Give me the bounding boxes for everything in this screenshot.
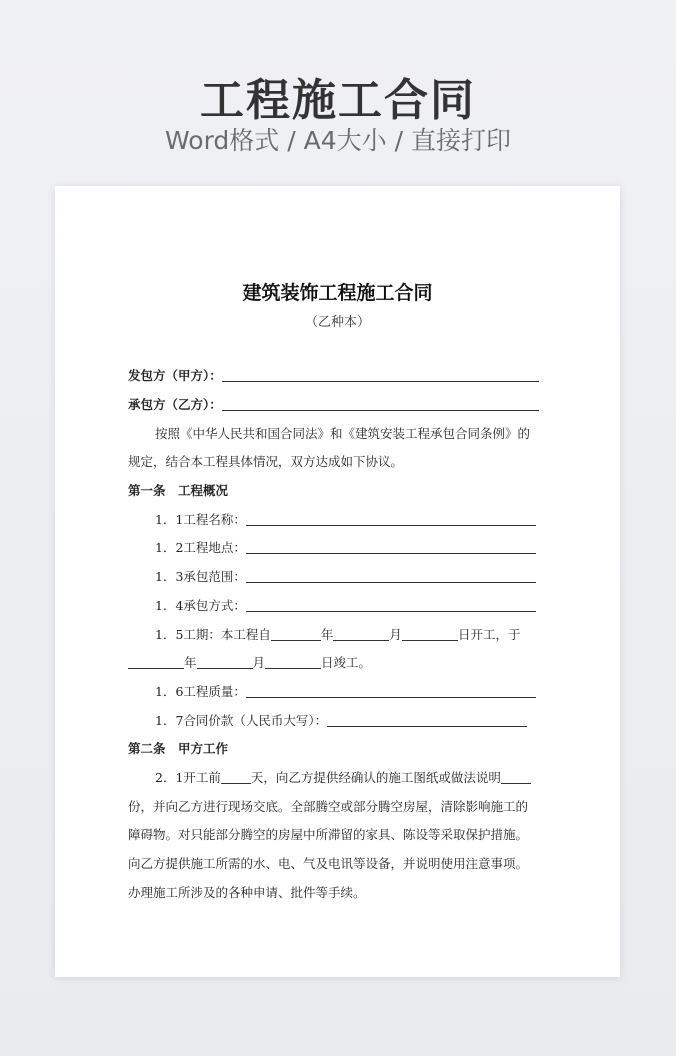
start-month-unit: 月: [389, 627, 402, 642]
item-1-3-label: 1．3承包范围：: [155, 569, 246, 584]
article2-para-3: 障碍物。对只能部分腾空的房屋中所滞留的家具、陈设等采取保护措施。: [128, 827, 529, 842]
party-b-line: [128, 397, 548, 413]
article2-text-b: 天，向乙方提供经确认的施工图纸或做法说明: [250, 770, 501, 785]
end-day-blank[interactable]: [265, 656, 321, 669]
article2-para-4: 向乙方提供施工所需的水、电、气及电讯等设备，并说明使用注意事项。: [128, 856, 529, 871]
contract-method-blank[interactable]: [246, 599, 536, 612]
item-1-7: [128, 713, 575, 729]
article2-para-5: 办理施工所涉及的各种申请、批件等手续。: [128, 885, 366, 900]
item-1-1-label: 1．1工程名称：: [155, 512, 246, 527]
document-page: [55, 186, 620, 977]
banner-title: 工程施工合同: [200, 75, 476, 126]
intro-line-1: 按照《中华人民共和国合同法》和《建筑安装工程承包合同条例》的: [155, 426, 531, 441]
party-a-label: 发包方（甲方）：: [128, 368, 222, 383]
article2-heading: 第二条 甲方工作: [128, 741, 229, 756]
end-day-unit: 日竣工。: [321, 655, 372, 670]
item-1-3: [128, 569, 575, 585]
project-location-blank[interactable]: [246, 541, 536, 554]
party-a-line: [128, 368, 548, 384]
item-1-5: [128, 627, 575, 643]
item-1-1: [128, 512, 575, 528]
end-year-blank[interactable]: [128, 656, 184, 669]
end-year-unit: 年: [184, 655, 197, 670]
item-1-7-label: 1．7合同价款（人民币大写）：: [155, 713, 328, 728]
party-b-label: 承包方（乙方）：: [128, 397, 222, 412]
end-month-unit: 月: [252, 655, 266, 670]
start-year-unit: 年: [320, 627, 334, 642]
item-1-5-cont: [128, 655, 548, 671]
item-1-2: [128, 540, 575, 556]
article2-para-2: 份，并向乙方进行现场交底。全部腾空或部分腾空房屋，清除影响施工的: [128, 799, 529, 814]
end-month-blank[interactable]: [197, 656, 253, 669]
article2-para-1: [128, 770, 575, 786]
item-1-4-label: 1．4承包方式：: [155, 598, 246, 613]
item-1-5-label: 1．5工期：本工程自: [155, 627, 271, 642]
days-blank[interactable]: [221, 771, 251, 784]
banner-subtitle: Word格式 / A4大小 / 直接打印: [165, 126, 511, 155]
article1-heading: 第一条 工程概况: [128, 483, 229, 498]
item-1-2-label: 1．2工程地点：: [155, 540, 246, 555]
start-month-blank[interactable]: [333, 628, 389, 641]
article2-text-a: 2．1开工前: [155, 770, 221, 785]
start-day-unit: 日开工，于: [457, 627, 521, 642]
start-day-blank[interactable]: [402, 628, 458, 641]
quality-blank[interactable]: [246, 685, 536, 698]
start-year-blank[interactable]: [271, 628, 321, 641]
contract-price-blank[interactable]: [327, 714, 527, 727]
document-title: 建筑装饰工程施工合同: [242, 282, 433, 304]
project-name-blank[interactable]: [246, 513, 536, 526]
item-1-6-label: 1．6工程质量：: [155, 684, 246, 699]
scope-blank[interactable]: [246, 570, 536, 583]
copies-blank[interactable]: [501, 771, 531, 784]
party-b-blank[interactable]: [222, 398, 539, 411]
intro-line-2: 规定，结合本工程具体情况，双方达成如下协议。: [128, 454, 404, 469]
document-subtitle: （乙种本）: [304, 315, 370, 330]
item-1-4: [128, 598, 575, 614]
item-1-6: [128, 684, 575, 700]
party-a-blank[interactable]: [222, 369, 539, 382]
